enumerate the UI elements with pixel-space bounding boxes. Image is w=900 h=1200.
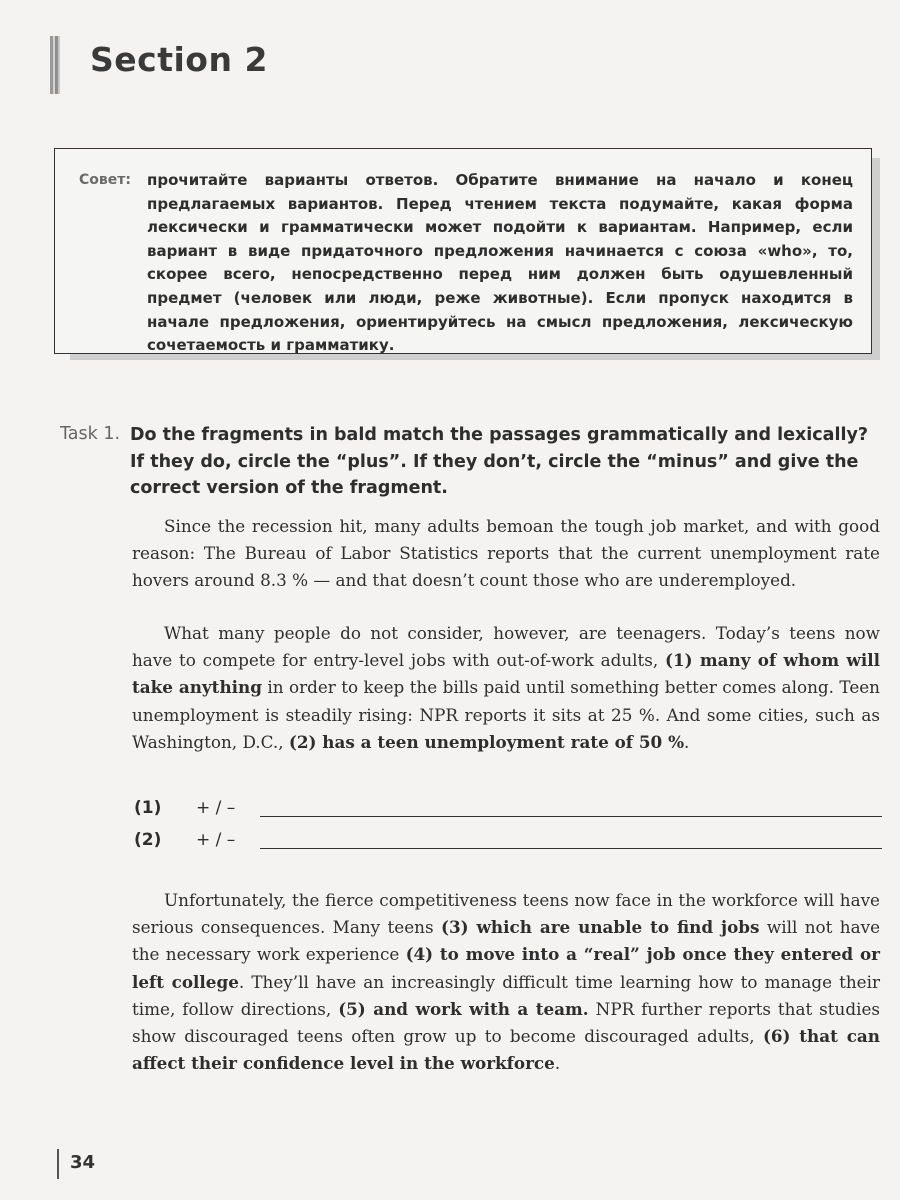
passage-block xyxy=(132,620,880,756)
fragment-3: (3) which are unable to find jobs xyxy=(441,917,760,938)
passage-text: NPR further reports that studies show discouraged teens often grow up to become discouraged adults, xyxy=(132,998,881,1047)
passage-text: . They’ll have an increasingly difficult time learning how to manage their time, follow directions, xyxy=(132,971,880,1019)
section-title: Section 2 xyxy=(90,40,268,79)
answer-blank-line[interactable] xyxy=(260,848,882,849)
tip-text: прочитайте варианты ответов. Обратите внимание на начало и конец предлагаемых вариантов. Перед чтением текста подумайте, какая форма лексически и грамматически может подойти к вариантам. Например, если вариант в виде придаточного предложения начинается с союза «who», то, скорее всего, непосредственно перед ним должен быть одушевленный предмет (человек или люди, реже животные). Если пропуск находится в начале предложения, ориентируйтесь на смысл предложения, лексическую сочетаемость и грамматику. xyxy=(147,171,853,355)
fragment-6: (6) that can affect their confidence level in the workforce xyxy=(132,1026,880,1074)
passage-text: in order to keep the bills paid until something better comes along. Teen unemployment is steadily rising: NPR reports it sits at 25 %. And some cities, such as Washington, D.C., xyxy=(132,677,880,752)
answer-number: (1) xyxy=(134,798,162,818)
passage-text: Unfortunately, the fierce competitiveness teens now face in the workforce will have serious consequences. Many teens xyxy=(132,890,880,938)
fragment-2: (2) has a teen unemployment rate of 50 % xyxy=(288,731,685,752)
fragment-5: (5) and work with a team. xyxy=(338,998,589,1019)
tip-box xyxy=(54,148,872,354)
passage-paragraph-1 xyxy=(132,513,880,595)
fragment-4: (4) to move into a “real” job once they entered or left college xyxy=(132,944,880,992)
page-number-bar xyxy=(57,1149,59,1179)
task-instruction: Do the fragments in bald match the passages grammatically and lexically? If they do, circle the “plus”. If they don’t, circle the “minus” and give the correct version of the fragment. xyxy=(130,425,869,498)
passage-block xyxy=(132,887,880,1077)
fragment-1: (1) many of whom will take anything xyxy=(132,650,880,698)
answer-number: (2) xyxy=(134,830,162,850)
passage-text: What many people do not consider, however, are teenagers. Today’s teens now have to compete for entry-level jobs with out-of-work adults, xyxy=(132,623,880,671)
passage-paragraph-3 xyxy=(132,887,880,1077)
answer-row-1 xyxy=(132,798,882,824)
passage-text: . xyxy=(554,1053,561,1074)
answer-blank-line[interactable] xyxy=(260,816,882,817)
passage-text: will not have the necessary work experience xyxy=(132,917,881,965)
passage-text: Since the recession hit, many adults bemoan the tough job market, and with good reason: The Bureau of Labor Statistics reports that the current unemployment rate hovers around 8.3 % — and that doesn’t count those who are underemployed. xyxy=(132,516,880,591)
tip-label: Совет: xyxy=(79,172,131,188)
task-number: Task 1. xyxy=(60,424,121,444)
answer-row-2 xyxy=(132,830,882,856)
plus-minus-choice[interactable]: + / – xyxy=(196,830,236,850)
page-number: 34 xyxy=(70,1152,96,1173)
plus-minus-choice[interactable]: + / – xyxy=(196,798,236,818)
section-marker-bar xyxy=(50,36,60,94)
passage-paragraph-2 xyxy=(132,620,880,756)
passage-text: . xyxy=(684,731,690,752)
